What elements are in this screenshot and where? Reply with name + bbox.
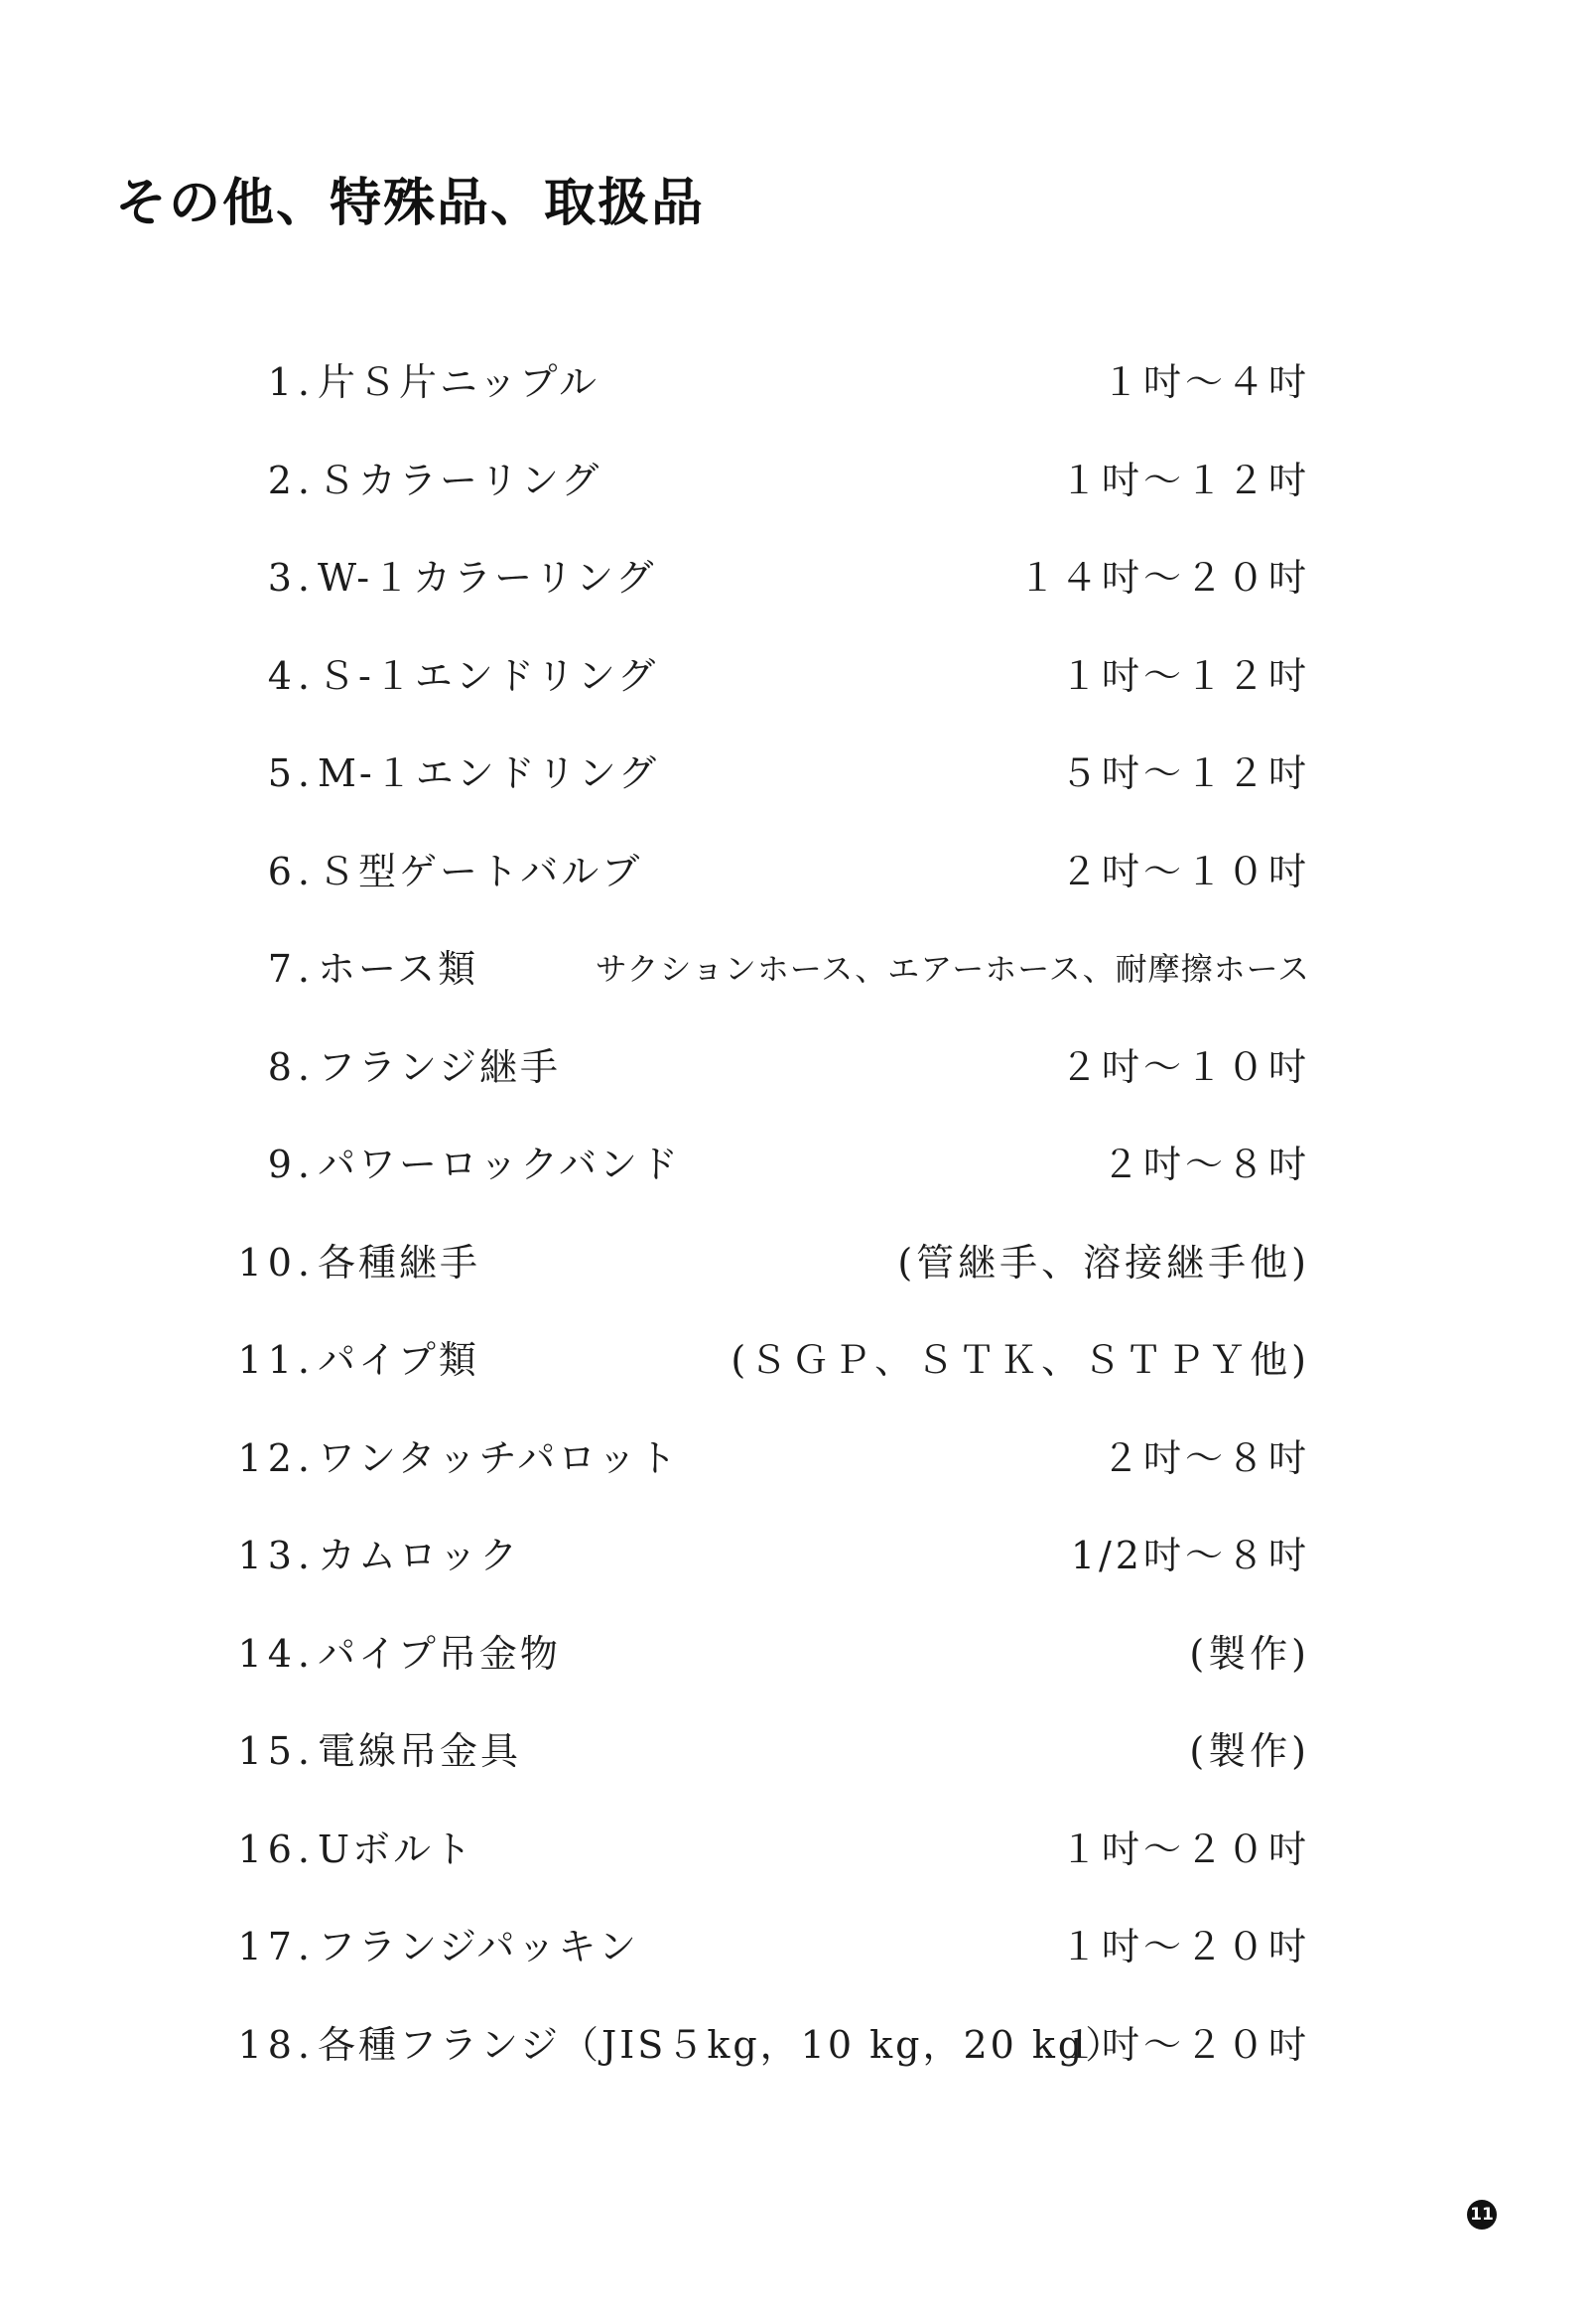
- item-number: 8.: [267, 1044, 316, 1089]
- list-item: [199, 739, 1310, 837]
- item-size-range: １吋～４吋: [1101, 360, 1310, 404]
- item-name: M-１エンドリング: [318, 751, 659, 795]
- list-item: [199, 1032, 1310, 1131]
- item-number: 10.: [237, 1240, 316, 1285]
- list-item: [199, 1325, 1310, 1423]
- item-number: 9.: [267, 1143, 316, 1186]
- item-size-range: １吋～１２吋: [1059, 458, 1310, 502]
- item-name: ワンタッチパロット: [318, 1435, 680, 1480]
- item-size-range: ２吋～１０吋: [1059, 1044, 1310, 1089]
- item-number: 11.: [237, 1338, 316, 1382]
- list-item: [199, 446, 1310, 544]
- item-name: パイプ類: [318, 1338, 479, 1382]
- item-list: [199, 347, 1310, 2107]
- item-name: Uボルト: [318, 1827, 475, 1871]
- item-number: 14.: [237, 1631, 316, 1676]
- item-size-range: １吋～２０吋: [1059, 1827, 1310, 1871]
- item-name: パイプ吊金物: [318, 1631, 561, 1676]
- item-name: W-１カラーリング: [318, 556, 657, 600]
- item-size-range: １吋～２０吋: [1059, 2022, 1310, 2067]
- item-name: Ｓカラーリング: [318, 458, 602, 502]
- list-item: [199, 1619, 1310, 1717]
- list-item: [199, 1130, 1310, 1228]
- item-name: 各種継手: [318, 1240, 481, 1285]
- list-item: [199, 347, 1310, 446]
- page-title: その他、特殊品、取扱品: [115, 174, 706, 233]
- item-number: 2.: [267, 458, 316, 502]
- item-size-range: 1/2吋～８吋: [1070, 1534, 1310, 1577]
- item-description: (管継手、溶接継手他): [897, 1240, 1310, 1285]
- item-number: 15.: [237, 1729, 316, 1773]
- page-number-badge: 11: [1467, 2200, 1497, 2230]
- item-name: フランジパッキン: [318, 1925, 640, 1968]
- item-name: フランジ継手: [318, 1044, 562, 1089]
- item-number: 13.: [237, 1534, 316, 1577]
- item-number: 3.: [267, 556, 316, 600]
- item-description: (製作): [1189, 1729, 1310, 1773]
- list-item: [199, 1423, 1310, 1522]
- item-number: 16.: [237, 1827, 316, 1871]
- item-number: 1.: [267, 360, 316, 404]
- item-number: 17.: [237, 1925, 316, 1968]
- list-item: [199, 641, 1310, 740]
- item-size-range: １吋～１２吋: [1059, 653, 1310, 698]
- item-name: 電線吊金具: [318, 1729, 522, 1773]
- item-size-range: １吋～２０吋: [1059, 1925, 1310, 1968]
- item-description: (製作): [1189, 1631, 1310, 1676]
- item-number: 4.: [267, 653, 316, 698]
- item-name: 各種フランジ（JIS５kg，10 kg，20 kg）: [318, 2022, 1127, 2067]
- list-item: [199, 1815, 1310, 1913]
- item-number: 5.: [267, 751, 316, 795]
- item-name: パワーロックバンド: [318, 1143, 681, 1186]
- item-name: ホース類: [318, 947, 479, 991]
- item-number: 7.: [267, 947, 316, 991]
- item-number: 12.: [237, 1435, 316, 1480]
- list-item: [199, 1228, 1310, 1326]
- item-name: カムロック: [318, 1534, 521, 1577]
- list-item: [199, 1521, 1310, 1619]
- item-size-range: １４吋～２０吋: [1017, 556, 1310, 600]
- item-size-range: ５吋～１２吋: [1059, 751, 1310, 795]
- list-item: [199, 543, 1310, 641]
- item-size-range: ２吋～８吋: [1101, 1143, 1310, 1186]
- list-item: [199, 837, 1310, 935]
- item-description: サクションホース、エアーホース、耐摩擦ホース: [595, 950, 1310, 988]
- item-name: Ｓ型ゲートバルブ: [318, 849, 643, 893]
- item-size-range: ２吋～１０吋: [1059, 849, 1310, 893]
- list-item: [199, 1912, 1310, 2010]
- list-item: [199, 2010, 1310, 2108]
- item-name: 片Ｓ片ニップル: [318, 360, 599, 404]
- item-number: 6.: [267, 849, 316, 893]
- item-name: Ｓ-１エンドリング: [318, 653, 659, 698]
- item-description: (ＳＧＰ、ＳＴＫ、ＳＴＰＹ他): [731, 1338, 1310, 1382]
- list-item: [199, 1716, 1310, 1815]
- item-size-range: ２吋～８吋: [1101, 1435, 1310, 1480]
- item-number: 18.: [237, 2022, 316, 2067]
- list-item: [199, 934, 1310, 1032]
